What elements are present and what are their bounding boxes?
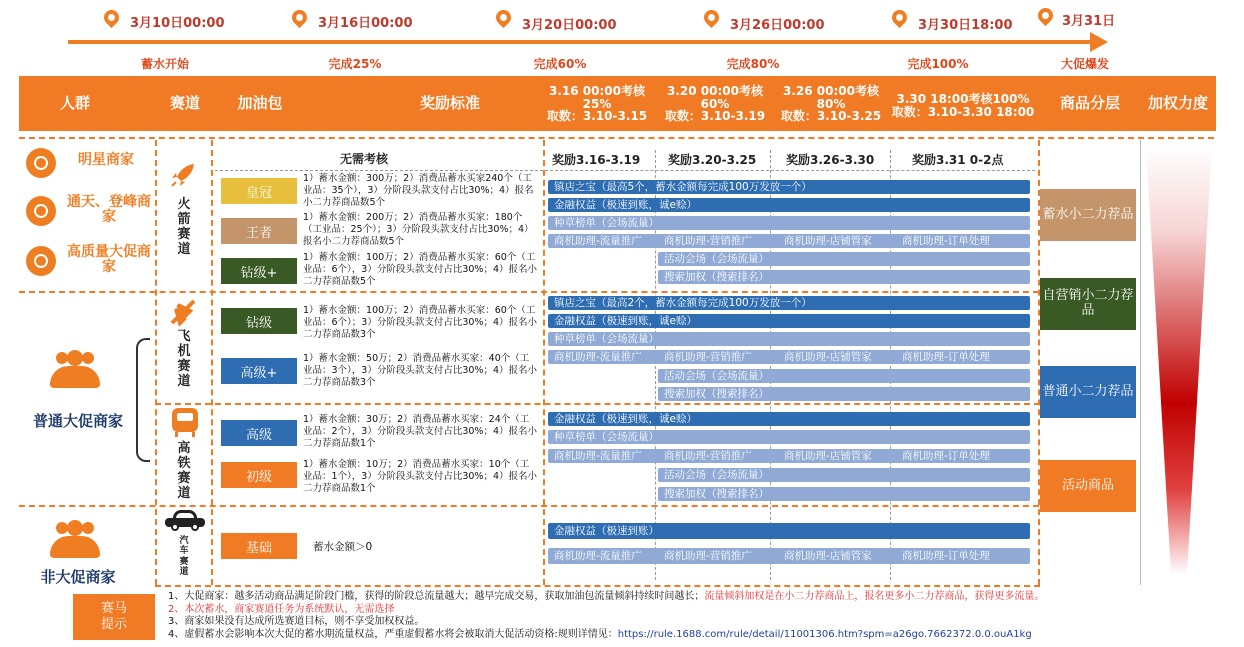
plane-icon <box>168 297 198 327</box>
weight-gradient <box>1146 145 1212 575</box>
header-period-3 <box>776 80 886 128</box>
tongtian-merchant-icon <box>26 196 56 226</box>
bar-assistant-order: 商机助理-订单处理 <box>902 351 990 363</box>
group-star: 明星商家 <box>78 152 134 168</box>
divider <box>211 140 213 585</box>
note-2: 2、本次蓄水，商家赛道任务为系统默认，无需选择 <box>168 603 395 615</box>
header-crowd: 人群 <box>40 76 110 131</box>
note-4 <box>168 629 1044 642</box>
bar-assistant <box>548 350 1030 364</box>
bar-finance: 金融权益（极速到账，诚e赊） <box>548 412 1030 426</box>
timeline-arrow-head <box>1090 32 1108 52</box>
pack-criteria: 1）蓄水金额：50万；2）消费品蓄水买家：40个（工业品：3个），3）分阶段头款支付占比30%；4）报名小二力荐商品数3个 <box>303 353 537 388</box>
pack-criteria: 1）蓄水金额：200万；2）消费品蓄水买家：180个（工业品：25个）；3）分阶段头款支付占比30%；4）报名小二力荐商品数5个 <box>303 212 534 247</box>
bar-assistant <box>548 449 1030 463</box>
reward-head-3: 奖励3.26-3.30 <box>786 153 875 167</box>
bar-assistant-traffic: 商机助理-流量推广 <box>554 450 642 462</box>
period-range: 取数：3.10-3.30 18:00 <box>891 105 1035 119</box>
people-group-icon <box>50 520 100 560</box>
no-check-label: 无需考核 <box>340 152 389 166</box>
milestone-label: 完成25% <box>328 57 382 71</box>
track-rocket: 火箭赛道 <box>177 197 191 257</box>
bar-finance: 金融权益（极速到账，诚e赊） <box>548 314 1030 328</box>
train-icon <box>172 408 198 438</box>
tier-self-marketing: 自营销小二力荐品 <box>1040 278 1136 330</box>
header-period-4 <box>888 86 1038 126</box>
bar-assistant-order: 商机助理-订单处理 <box>902 235 990 247</box>
milestone-label: 完成60% <box>533 57 587 71</box>
divider <box>215 170 543 171</box>
pack-criteria: 1）蓄水金额：100万；2）消费品蓄水买家：60个（工业品：6个），3）分阶段头款支付占比30%；4）报名小二力荐商品数5个 <box>303 252 537 287</box>
reward-head-4: 奖励3.31 0-2点 <box>912 153 1004 167</box>
notes-list <box>168 591 1044 641</box>
milestone-date: 3月31日 <box>1062 14 1116 29</box>
divider <box>655 150 656 580</box>
header-period-1 <box>542 80 652 128</box>
car-icon <box>165 510 205 530</box>
location-pin-icon <box>493 7 514 28</box>
bar-finance: 金融权益（极速到账） <box>548 523 1030 539</box>
period-check-time: 3.16 00:00考核 <box>549 84 645 99</box>
divider <box>155 140 157 585</box>
location-pin-icon <box>289 7 310 28</box>
bar-assistant-marketing: 商机助理-营销推广 <box>664 450 752 462</box>
group-tongtian: 通天、登峰商家 <box>67 194 151 226</box>
period-percent: 25% <box>582 96 612 111</box>
pack-basic: 基础 <box>221 533 297 559</box>
divider <box>19 291 1039 293</box>
bar-assistant <box>548 234 1030 248</box>
milestone-label: 大促爆发 <box>1060 57 1109 71</box>
bar-assistant-marketing: 商机助理-营销推广 <box>664 235 752 247</box>
pack-criteria: 蓄水金额＞0 <box>313 541 373 553</box>
divider <box>543 140 545 585</box>
milestone-date: 3月30日18:00 <box>918 18 1013 33</box>
bar-assistant-shop: 商机助理-店铺管家 <box>784 550 872 562</box>
pack-diamond: 钻级 <box>221 308 297 334</box>
divider <box>155 585 1040 587</box>
header-pack: 加油包 <box>225 76 295 131</box>
notes-button-label: 赛马提示 <box>100 601 127 632</box>
bar-finance: 金融权益（极速到账，诚e赊） <box>548 198 1030 212</box>
bar-assistant-shop: 商机助理-店铺管家 <box>784 351 872 363</box>
track-car: 汽车赛道 <box>179 536 189 578</box>
bar-assistant-traffic: 商机助理-流量推广 <box>554 550 642 562</box>
location-pin-icon <box>101 7 122 28</box>
rule-link[interactable]: https://rule.1688.com/rule/detail/11001306.htm?spm=a26go.7662372.0.0.ouA1kg <box>617 628 1032 640</box>
tier-activity: 活动商品 <box>1040 460 1136 512</box>
star-merchant-icon <box>26 148 56 178</box>
period-range: 取数：3.10-3.25 <box>780 109 882 124</box>
bar-assistant-traffic: 商机助理-流量推广 <box>554 235 642 247</box>
milestone-label: 完成100% <box>907 57 969 71</box>
reward-head-2: 奖励3.20-3.25 <box>668 153 757 167</box>
pack-criteria: 1）蓄水金额：300万；2）消费品蓄水买家240个（工业品：35个），3）分阶段头款支付占比30%；4）报名小二力荐商品数5个 <box>303 173 534 208</box>
bar-search: 搜索加权（搜索排名） <box>658 270 1030 284</box>
bar-search: 搜索加权（搜索排名） <box>658 487 1030 501</box>
bar-shop-treasure: 镇店之宝（最高5个，蓄水金额每完成100万发放一个） <box>548 180 1030 194</box>
bar-assistant-order: 商机助理-订单处理 <box>902 450 990 462</box>
header-period-2 <box>660 80 770 128</box>
track-plane: 飞机赛道 <box>177 329 191 389</box>
bar-assistant-order: 商机助理-订单处理 <box>902 550 990 562</box>
bar-venue: 活动会场（会场流量） <box>658 252 1030 266</box>
note-3: 3、商家如果没有达成所选赛道目标，则不享受加权权益。 <box>168 616 425 627</box>
header-tier: 商品分层 <box>1045 76 1135 131</box>
period-check-time: 3.20 00:00考核 <box>667 84 763 99</box>
reward-head-1: 奖励3.16-3.19 <box>552 153 641 167</box>
group-quality: 高质量大促商家 <box>67 244 151 276</box>
header-weight: 加权力度 <box>1140 76 1216 131</box>
divider <box>155 403 1040 405</box>
note-highlight: 流量倾斜加权是在小二力荐商品上，报名更多小二力荐商品，获得更多流量。 <box>704 591 1045 602</box>
milestone-label: 完成80% <box>726 57 780 71</box>
bar-venue: 活动会场（会场流量） <box>658 468 1030 482</box>
note-1 <box>168 591 1044 604</box>
note-text: 1、大促商家：越多活动商品满足阶段门槛，获得的阶段总流量越大；越早完成交易，获取加油包流量倾斜持续时间越长； <box>168 591 705 602</box>
header-reward: 奖励标准 <box>395 76 505 131</box>
pack-criteria: 1）蓄水金额：30万；2）消费品蓄水买家：24个（工业品：2个），3）分阶段头款支付占比30%；4）报名小二力荐商品数1个 <box>303 414 537 449</box>
pack-senior-plus: 高级+ <box>221 358 297 384</box>
bar-assistant-marketing: 商机助理-营销推广 <box>664 550 752 562</box>
divider <box>19 137 1214 139</box>
period-check-time: 3.30 18:00考核100% <box>896 92 1030 107</box>
location-pin-icon <box>701 7 722 28</box>
bar-assistant-shop: 商机助理-店铺管家 <box>784 235 872 247</box>
header-track: 赛道 <box>155 76 215 131</box>
pack-king: 王者 <box>221 218 297 244</box>
pack-crown: 皇冠 <box>221 178 297 204</box>
milestone-label: 蓄水开始 <box>140 57 189 71</box>
pack-junior: 初级 <box>221 462 297 488</box>
bar-seed-list: 种草榜单（会场流量） <box>548 216 1030 230</box>
bar-shop-treasure: 镇店之宝（最高2个，蓄水金额每完成100万发放一个） <box>548 296 1030 310</box>
bar-assistant-marketing: 商机助理-营销推广 <box>664 351 752 363</box>
milestone-date: 3月20日00:00 <box>522 18 617 33</box>
bar-assistant-traffic: 商机助理-流量推广 <box>554 351 642 363</box>
notes-button[interactable] <box>73 594 155 640</box>
bracket <box>136 338 150 462</box>
rocket-icon <box>168 160 198 190</box>
location-pin-icon <box>889 7 910 28</box>
period-percent: 60% <box>700 96 730 111</box>
milestone-date: 3月10日00:00 <box>130 16 225 31</box>
pack-diamond-plus: 钻级+ <box>221 258 297 284</box>
period-range: 取数：3.10-3.19 <box>664 109 766 124</box>
bar-search: 搜索加权（搜索排名） <box>658 387 1030 401</box>
milestone-date: 3月26日00:00 <box>730 18 825 33</box>
divider <box>890 150 891 580</box>
location-pin-icon <box>1035 5 1056 26</box>
people-group-icon <box>50 350 100 390</box>
period-percent: 80% <box>816 96 846 111</box>
track-train: 高铁赛道 <box>177 441 191 501</box>
right-border <box>1140 140 1141 585</box>
pack-criteria: 1）蓄水金额：10万；2）消费品蓄水买家：10个（工业品：1个），3）分阶段头款支付占比30%；4）报名小二力荐商品数1个 <box>303 459 537 494</box>
bar-seed-list: 种草榜单（会场流量） <box>548 430 1030 444</box>
group-non: 非大促商家 <box>40 568 116 586</box>
period-range: 取数：3.10-3.15 <box>546 109 648 124</box>
quality-merchant-icon <box>26 246 56 276</box>
divider <box>19 505 1039 507</box>
period-check-time: 3.26 00:00考核 <box>783 84 879 99</box>
note-text: 4、虚假蓄水会影响本次大促的蓄水期流量权益，严重虚假蓄水将会被取消大促活动资格:规则详情见： <box>168 628 618 640</box>
bar-assistant <box>548 548 1030 564</box>
tier-normal: 普通小二力荐品 <box>1040 366 1136 418</box>
milestone-date: 3月16日00:00 <box>318 16 413 31</box>
pack-senior: 高级 <box>221 420 297 446</box>
timeline-arrow <box>68 40 1093 44</box>
divider <box>545 170 1035 171</box>
group-normal: 普通大促商家 <box>32 412 123 430</box>
pack-criteria: 1）蓄水金额：100万；2）消费品蓄水买家：60个（工业品：6个）；3）分阶段头款支付占比30%；4）报名小二力荐商品数3个 <box>303 305 537 340</box>
tier-storage: 蓄水小二力荐品 <box>1040 189 1136 241</box>
bar-seed-list: 种草榜单（会场流量） <box>548 332 1030 346</box>
divider <box>770 150 771 580</box>
bar-assistant-shop: 商机助理-店铺管家 <box>784 450 872 462</box>
bar-venue: 活动会场（会场流量） <box>658 369 1030 383</box>
